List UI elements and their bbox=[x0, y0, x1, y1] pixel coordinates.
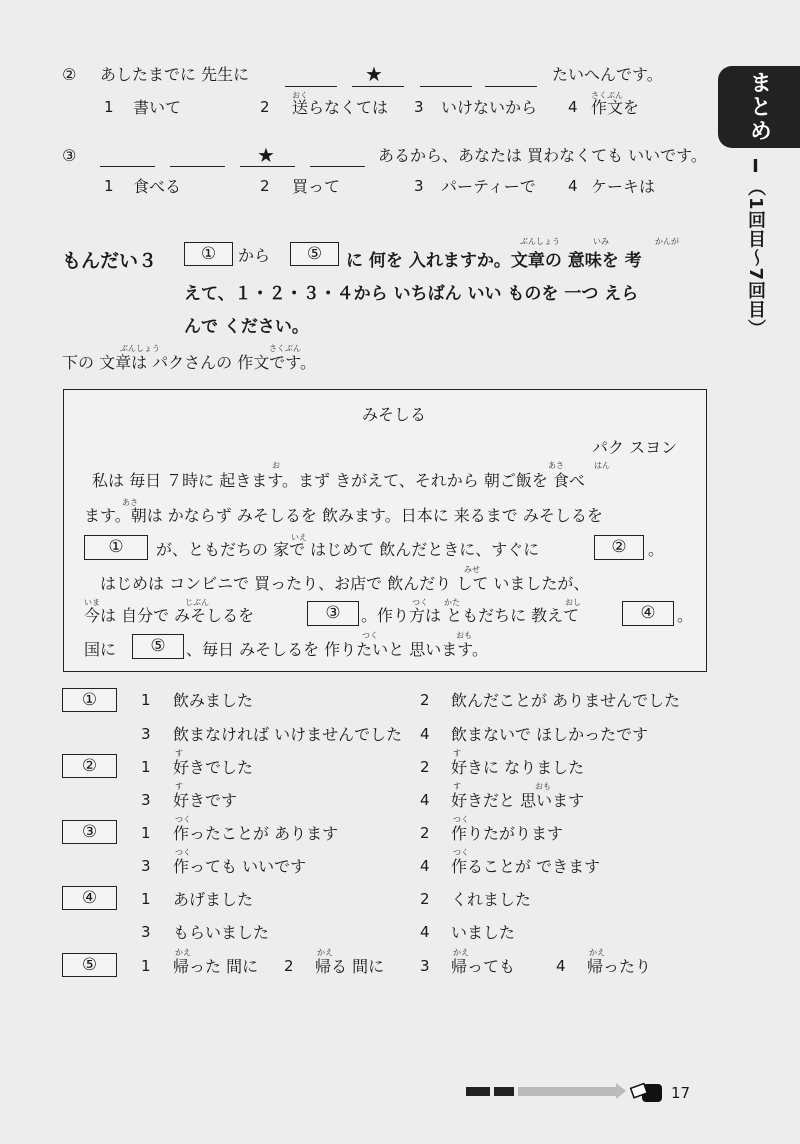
ans5-opt2[interactable]: 帰る 間に bbox=[315, 957, 385, 976]
ans3-n2: 2 bbox=[420, 824, 430, 842]
star-icon: ★ bbox=[257, 143, 275, 167]
passage-line-1: 私は 毎日 ７時に 起きます。まず きがえて、それから 朝ご飯を 食べ bbox=[92, 471, 585, 490]
q3-opt-3-num: 3 bbox=[414, 177, 424, 195]
q2-opt-1-num: 1 bbox=[104, 98, 114, 116]
ans3-opt4[interactable]: 作ることが できます bbox=[451, 857, 601, 876]
eraser-icon bbox=[628, 1078, 668, 1106]
ruby-asa: あさ bbox=[548, 461, 564, 470]
ans5-n1: 1 bbox=[141, 957, 151, 975]
q3-opt-2-num: 2 bbox=[260, 177, 270, 195]
ans3-n3: 3 bbox=[141, 857, 151, 875]
ans5-n2: 2 bbox=[284, 957, 294, 975]
ruby-kata: かた bbox=[444, 598, 460, 607]
q3-blank-1 bbox=[100, 166, 155, 167]
ans3-opt3[interactable]: 作っても いいです bbox=[173, 857, 307, 876]
ans3-opt2[interactable]: 作りたがります bbox=[451, 824, 564, 843]
q2-blank-4 bbox=[485, 86, 537, 87]
ruby-su-4: す bbox=[453, 782, 461, 791]
section-tab bbox=[718, 66, 800, 148]
mondai3-label: もんだい３ bbox=[62, 250, 158, 272]
ans4-opt1[interactable]: あげました bbox=[173, 890, 254, 909]
arrow-icon bbox=[616, 1083, 626, 1099]
ans2-n3: 3 bbox=[141, 791, 151, 809]
mondai3-box-1: ① bbox=[184, 242, 233, 266]
ans1-opt2[interactable]: 飲んだことが ありませんでした bbox=[451, 691, 681, 710]
page-number: 17 bbox=[671, 1084, 691, 1102]
ruby-omo: おも bbox=[456, 631, 472, 640]
answer-label-1: ① bbox=[62, 688, 117, 712]
ruby-tsuku-5: つく bbox=[175, 848, 191, 857]
passage-line-4: はじめは コンビニで 買ったり、お店で 飲んだり して いましたが、 bbox=[100, 574, 590, 593]
ruby-tsuku-2: つく bbox=[362, 631, 378, 640]
ruby-tsuku-4: つく bbox=[453, 815, 469, 824]
ans2-n4: 4 bbox=[420, 791, 430, 809]
q2-suffix: たいへんです。 bbox=[552, 65, 663, 84]
ans2-n1: 1 bbox=[141, 758, 151, 776]
answer-label-5: ⑤ bbox=[62, 953, 117, 977]
footer-progress-light bbox=[518, 1087, 616, 1096]
passage-box bbox=[63, 389, 707, 672]
passage-line-5: 今は 自分で みそしるを bbox=[84, 606, 255, 625]
ruby-tsuku-3: つく bbox=[175, 815, 191, 824]
ruby-su-2: す bbox=[453, 749, 461, 758]
q3-opt-1: 食べる bbox=[133, 177, 182, 196]
ans1-opt3[interactable]: 飲まなければ いけませんでした bbox=[173, 725, 403, 744]
passage-title: みそしる bbox=[362, 405, 427, 424]
passage-blank-3: ③ bbox=[307, 601, 359, 626]
ans4-opt3[interactable]: もらいました bbox=[173, 923, 270, 942]
intro-text: 下の 文章は パクさんの 作文です。 bbox=[62, 353, 316, 372]
passage-blank-2: ② bbox=[594, 535, 644, 560]
q3-opt-4: ケーキは bbox=[591, 177, 656, 196]
mondai3-line1: に 何を 入れますか。文章の 意味を 考 bbox=[346, 251, 642, 271]
section-tab-subtitle: Ⅰ（1回目〜7回目） bbox=[745, 156, 766, 339]
passage-blank-5: ⑤ bbox=[132, 634, 184, 659]
q2-blank-3 bbox=[420, 86, 472, 87]
passage-line-6: 国に bbox=[84, 640, 117, 659]
ans1-n1: 1 bbox=[141, 691, 151, 709]
answer-label-3: ③ bbox=[62, 820, 117, 844]
ruby-asa-2: あさ bbox=[122, 498, 138, 507]
ruby-jibun: じぶん bbox=[185, 598, 209, 607]
ans5-n3: 3 bbox=[420, 957, 430, 975]
mondai3-from: から bbox=[238, 246, 271, 265]
passage-line-5-mid: 。作り方は ともだちに 教えて bbox=[361, 606, 580, 625]
passage-blank-4: ④ bbox=[622, 601, 674, 626]
q3-number: ③ bbox=[62, 146, 77, 165]
q3-opt-3: パーティーで bbox=[441, 177, 536, 196]
ans1-n4: 4 bbox=[420, 725, 430, 743]
passage-line-2: ます。朝は かならず みそしるを 飲みます。日本に 来るまで みそしるを bbox=[84, 506, 603, 525]
q3-blank-4 bbox=[310, 166, 365, 167]
ruby-omo-2: おも bbox=[535, 782, 551, 791]
q2-opt-4-num: 4 bbox=[568, 98, 578, 116]
ruby-ie: いえ bbox=[291, 533, 307, 542]
q2-opt-4: 作文を bbox=[591, 98, 640, 117]
ans4-opt2[interactable]: くれました bbox=[451, 890, 532, 909]
ans5-opt4[interactable]: 帰ったり bbox=[587, 957, 652, 976]
q3-opt-4-num: 4 bbox=[568, 177, 578, 195]
passage-blank-1: ① bbox=[84, 535, 148, 560]
mondai3-line2: えて、１・２・３・４から いちばん いい ものを 一つ えら bbox=[184, 284, 639, 304]
q2-number: ② bbox=[62, 65, 77, 84]
passage-author: パク スヨン bbox=[592, 438, 678, 457]
passage-line-3: が、ともだちの 家で はじめて 飲んだときに、すぐに bbox=[156, 540, 540, 559]
q3-opt-2: 買って bbox=[292, 177, 341, 196]
ruby-kae-4: かえ bbox=[589, 948, 605, 957]
answer-label-2: ② bbox=[62, 754, 117, 778]
ans3-n4: 4 bbox=[420, 857, 430, 875]
ruby-ima: いま bbox=[84, 598, 100, 607]
passage-line-5-end: 。 bbox=[677, 606, 694, 625]
ans1-opt1[interactable]: 飲みました bbox=[173, 691, 254, 710]
ans4-opt4[interactable]: いました bbox=[451, 923, 516, 942]
ruby-mise: みせ bbox=[464, 565, 480, 574]
ans3-opt1[interactable]: 作ったことが あります bbox=[173, 824, 339, 843]
ans4-n4: 4 bbox=[420, 923, 430, 941]
mondai3-line3: んで ください。 bbox=[184, 317, 309, 337]
ans1-opt4[interactable]: 飲まないで ほしかったです bbox=[451, 725, 649, 744]
passage-line-6-end: 、毎日 みそしるを 作りたいと 思います。 bbox=[186, 640, 488, 659]
ruby-kae-1: かえ bbox=[175, 948, 191, 957]
ans3-n1: 1 bbox=[141, 824, 151, 842]
ruby-kae-2: かえ bbox=[317, 948, 333, 957]
q2-opt-2-num: 2 bbox=[260, 98, 270, 116]
ans4-n2: 2 bbox=[420, 890, 430, 908]
mondai3-box-5: ⑤ bbox=[290, 242, 339, 266]
ans5-n4: 4 bbox=[556, 957, 566, 975]
section-tab-title: まとめ bbox=[746, 71, 772, 143]
ruby-oshi: おし bbox=[565, 598, 581, 607]
ans5-opt3[interactable]: 帰っても bbox=[451, 957, 516, 976]
passage-line-3-end: 。 bbox=[648, 540, 665, 559]
q2-blank-2 bbox=[352, 86, 404, 87]
q2-opt-3: いけないから bbox=[441, 98, 538, 117]
ruby-sakubun: さくぶん bbox=[591, 91, 623, 100]
answer-label-4: ④ bbox=[62, 886, 117, 910]
ruby-oki: お bbox=[272, 461, 280, 470]
ans2-opt4[interactable]: 好きだと 思います bbox=[451, 791, 585, 810]
q3-blank-2 bbox=[170, 166, 225, 167]
q3-suffix: あるから、あなたは 買わなくても いいです。 bbox=[378, 146, 707, 165]
ruby-su-3: す bbox=[175, 782, 183, 791]
ans1-n2: 2 bbox=[420, 691, 430, 709]
ans4-n1: 1 bbox=[141, 890, 151, 908]
q2-prefix: あしたまでに 先生に bbox=[100, 65, 250, 84]
star-icon: ★ bbox=[365, 62, 383, 86]
ruby-tsuku: つく bbox=[412, 598, 428, 607]
ruby-intro-sakubun: さくぶん bbox=[269, 344, 301, 353]
ruby-kae-3: かえ bbox=[453, 948, 469, 957]
ans1-n3: 3 bbox=[141, 725, 151, 743]
ans4-n3: 3 bbox=[141, 923, 151, 941]
ans2-opt1[interactable]: 好きでした bbox=[173, 758, 254, 777]
q2-opt-1: 書いて bbox=[133, 98, 182, 117]
ans2-n2: 2 bbox=[420, 758, 430, 776]
ans2-opt2[interactable]: 好きに なりました bbox=[451, 758, 585, 777]
ruby-su-1: す bbox=[175, 749, 183, 758]
footer-progress-dark-2 bbox=[494, 1087, 514, 1096]
ruby-intro-bunshou: ぶんしょう bbox=[120, 344, 160, 353]
q2-blank-1 bbox=[285, 86, 337, 87]
ruby-bunshou: ぶんしょう bbox=[520, 237, 560, 246]
ans2-opt3[interactable]: 好きです bbox=[173, 791, 238, 810]
ruby-kanga: かんが bbox=[655, 237, 679, 246]
q2-opt-2: 送らなくては bbox=[292, 98, 389, 117]
ruby-okuri: おく bbox=[292, 91, 308, 100]
ans5-opt1[interactable]: 帰った 間に bbox=[173, 957, 259, 976]
q2-opt-3-num: 3 bbox=[414, 98, 424, 116]
footer-progress-dark-1 bbox=[466, 1087, 490, 1096]
ruby-tsuku-6: つく bbox=[453, 848, 469, 857]
q3-opt-1-num: 1 bbox=[104, 177, 114, 195]
ruby-imi: いみ bbox=[593, 237, 609, 246]
ruby-han: はん bbox=[594, 461, 610, 470]
